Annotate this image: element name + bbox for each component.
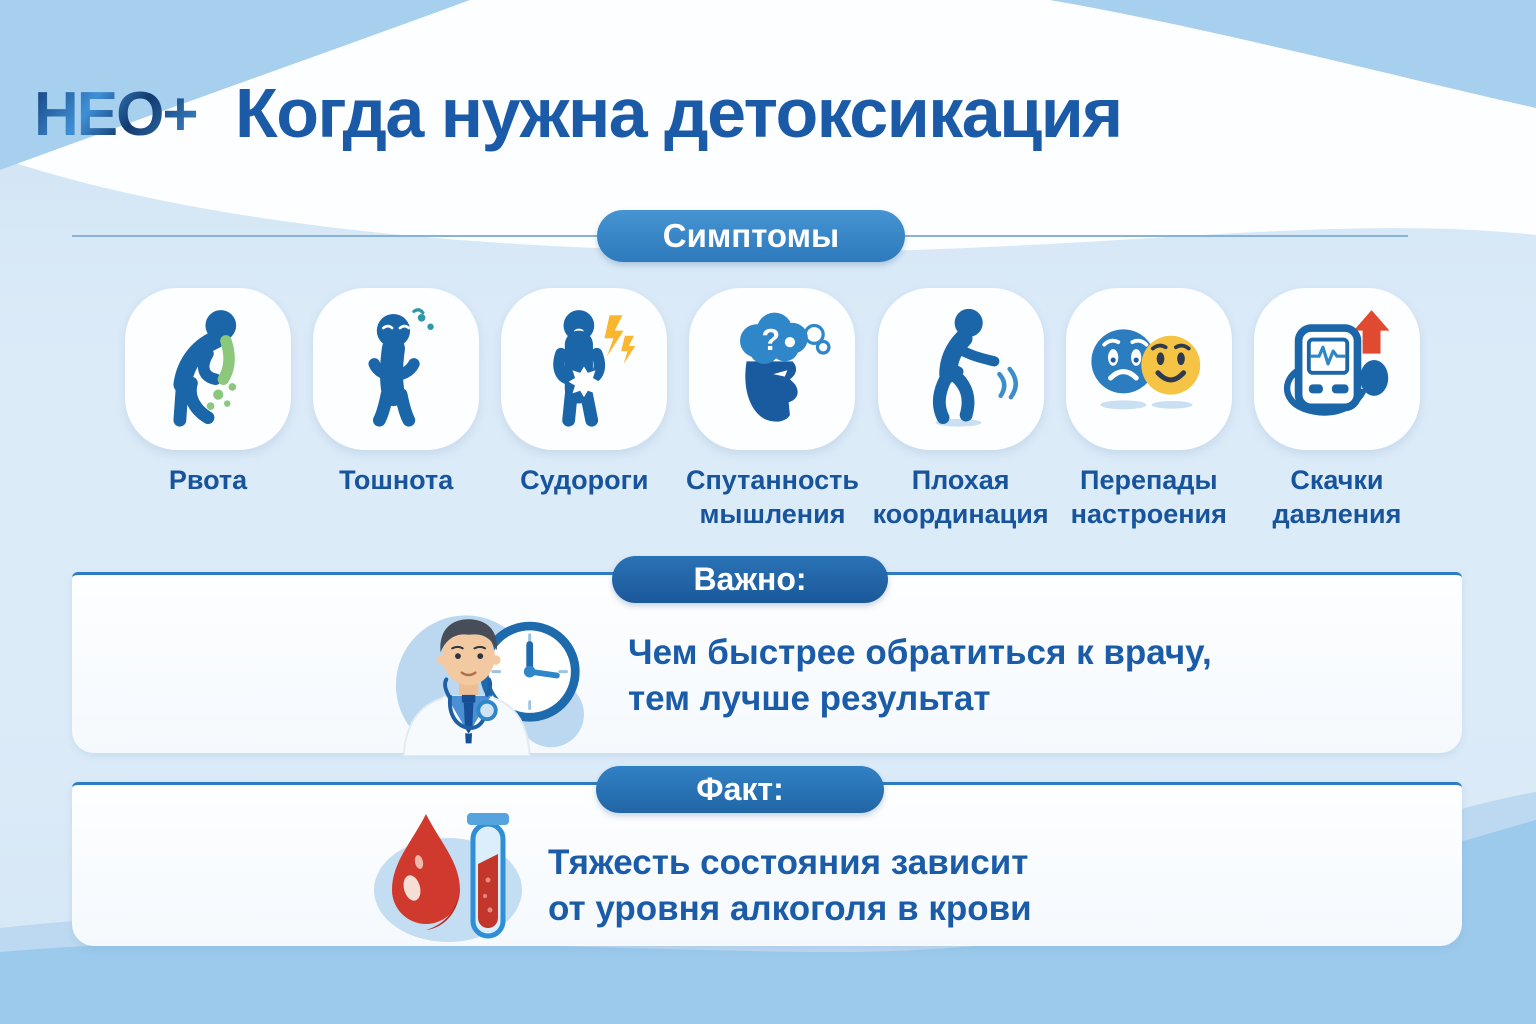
symptom-card bbox=[1066, 288, 1232, 450]
important-text-line2: тем лучше результат bbox=[628, 679, 991, 718]
symptom-card-nausea bbox=[313, 288, 479, 532]
symptom-card bbox=[125, 288, 291, 450]
blood-drop-test-tube-illustration bbox=[366, 800, 544, 945]
fact-badge: Факт: bbox=[596, 766, 884, 813]
svg-text:?: ? bbox=[761, 321, 781, 357]
symptom-card-convulsions bbox=[501, 288, 667, 532]
important-text bbox=[628, 630, 1212, 722]
blood-pressure-icon bbox=[1273, 305, 1401, 433]
symptom-card-coordination bbox=[872, 288, 1049, 532]
important-badge: Важно: bbox=[612, 556, 888, 603]
mood-swings-icon bbox=[1085, 305, 1213, 433]
symptom-card-vomiting bbox=[125, 288, 291, 532]
fact-text bbox=[548, 840, 1032, 932]
nausea-icon bbox=[332, 305, 460, 433]
poor-coordination-icon bbox=[897, 305, 1025, 433]
doctor-with-clock-illustration bbox=[373, 596, 603, 756]
symptom-card bbox=[501, 288, 667, 450]
page-title: Когда нужна детоксикация bbox=[235, 74, 1122, 152]
symptom-card-blood-pressure bbox=[1254, 288, 1420, 532]
symptom-card-confusion bbox=[685, 288, 859, 532]
brand-logo-neo: НЕО+ bbox=[34, 80, 197, 149]
symptom-cards-row bbox=[125, 288, 1420, 532]
symptom-label: Тошнота bbox=[339, 465, 454, 495]
symptom-label: Перепады настроения bbox=[1070, 465, 1227, 529]
symptoms-badge: Симптомы bbox=[597, 210, 905, 262]
symptom-card bbox=[689, 288, 855, 450]
symptom-card-mood-swings bbox=[1066, 288, 1232, 532]
convulsions-icon bbox=[520, 305, 648, 433]
symptom-label: Спутанность мышления bbox=[685, 465, 859, 529]
symptom-label: Плохая координация bbox=[872, 465, 1049, 529]
symptom-label: Судороги bbox=[520, 465, 649, 495]
brand-logo bbox=[34, 80, 197, 149]
symptom-label: Скачки давления bbox=[1272, 465, 1402, 529]
fact-text-line1: Тяжесть состояния зависит bbox=[548, 843, 1029, 882]
confused-thinking-icon bbox=[708, 305, 836, 433]
symptom-label: Рвота bbox=[168, 465, 248, 495]
important-text-line1: Чем быстрее обратиться к врачу, bbox=[628, 633, 1212, 672]
vomiting-icon bbox=[144, 305, 272, 433]
fact-text-line2: от уровня алкоголя в крови bbox=[548, 889, 1032, 928]
symptom-card bbox=[1254, 288, 1420, 450]
symptom-card bbox=[313, 288, 479, 450]
symptom-card bbox=[878, 288, 1044, 450]
